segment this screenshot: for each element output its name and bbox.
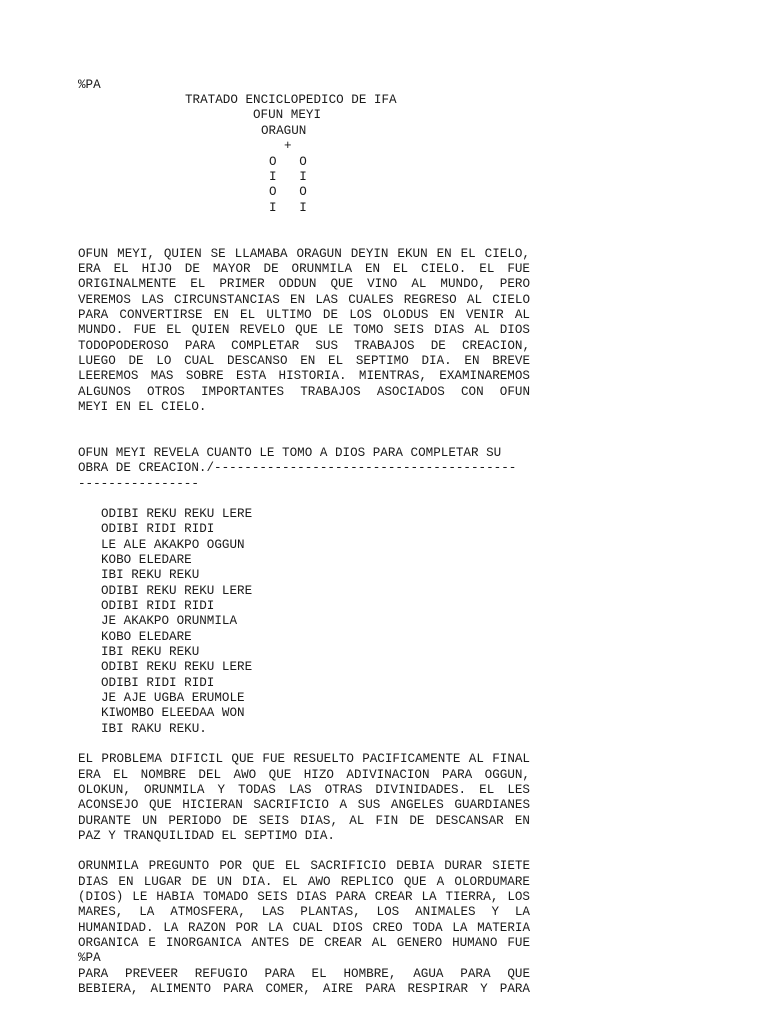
paragraph-1-line: VEREMOS LAS CIRCUNSTANCIAS EN LAS CUALES REGRESO AL CIELO (78, 293, 530, 307)
verse-line: ODIBI RIDI RIDI (101, 676, 215, 690)
verse-line: KIWOMBO ELEEDAA WON (101, 706, 245, 720)
verse-line: KOBO ELEDARE (101, 630, 192, 644)
odu-sign-cross: + (284, 139, 292, 153)
paragraph-1-line: ORIGINALMENTE EL PRIMER ODDUN QUE VINO AL MUNDO, PERO (78, 277, 530, 291)
paragraph-2-line: EL PROBLEMA DIFICIL QUE FUE RESUELTO PACIFICAMENTE AL FINAL (78, 752, 530, 766)
paragraph-1-line: MUNDO. FUE EL QUIEN REVELO QUE LE TOMO SEIS DIAS AL DIOS (78, 323, 530, 337)
verse-line: ODIBI RIDI RIDI (101, 599, 215, 613)
odu-sign-row: I I (269, 170, 307, 184)
paragraph-1-line: MEYI EN EL CIELO. (78, 400, 207, 414)
verse-line: JE AKAKPO ORUNMILA (101, 614, 238, 628)
verse-line: IBI REKU REKU (101, 568, 200, 582)
paragraph-1-line: LEEREMOS MAS SOBRE ESTA HISTORIA. MIENTRAS, EXAMINAREMOS (78, 369, 530, 383)
paragraph-1-line: TODOPODEROSO PARA COMPLETAR SUS TRABAJOS DE CREACION, (78, 339, 530, 353)
paragraph-3-line: HUMANIDAD. LA RAZON POR LA CUAL DIOS CREO TODA LA MATERIA (78, 921, 530, 935)
paragraph-2-line: ACONSEJO QUE HICIERAN SACRIFICIO A SUS ANGELES GUARDIANES (78, 798, 530, 812)
paragraph-1-line: LUEGO DE LO CUAL DESCANSO EN EL SEPTIMO DIA. EN BREVE (78, 354, 530, 368)
page-break-mark: %PA (78, 951, 101, 965)
odu-alias: ORAGUN (261, 124, 307, 138)
verse-line: ODIBI REKU REKU LERE (101, 660, 253, 674)
paragraph-3-line: ORGANICA E INORGANICA ANTES DE CREAR AL GENERO HUMANO FUE (78, 936, 530, 950)
verse-line: ODIBI RIDI RIDI (101, 522, 215, 536)
odu-sign-row: O O (269, 185, 307, 199)
odu-name: OFUN MEYI (253, 108, 322, 122)
section-heading-line: ---------------- (78, 477, 199, 491)
verse-line: LE ALE AKAKPO OGGUN (101, 538, 245, 552)
paragraph-2-line: ERA EL NOMBRE DEL AWO QUE HIZO ADIVINACION PARA OGGUN, (78, 768, 530, 782)
section-heading-line: OBRA DE CREACION./---------------------------------------- (78, 461, 517, 475)
header-mark: %PA (78, 78, 101, 92)
paragraph-1-line: PARA CONVERTIRSE EN EL ULTIMO DE LOS OLODUS EN VENIR AL (78, 308, 530, 322)
paragraph-3-line: PARA PREVEER REFUGIO PARA EL HOMBRE, AGUA PARA QUE (78, 967, 530, 981)
verse-line: ODIBI REKU REKU LERE (101, 507, 253, 521)
paragraph-3-line: BEBIERA, ALIMENTO PARA COMER, AIRE PARA RESPIRAR Y PARA (78, 982, 530, 996)
paragraph-1-line: ERA EL HIJO DE MAYOR DE ORUNMILA EN EL CIELO. EL FUE (78, 262, 530, 276)
verse-line: IBI RAKU REKU. (101, 722, 207, 736)
odu-sign-row: O O (269, 155, 307, 169)
verse-line: JE AJE UGBA ERUMOLE (101, 691, 245, 705)
paragraph-3-line: DIAS EN LUGAR DE UN DIA. EL AWO REPLICO QUE A OLORDUMARE (78, 875, 530, 889)
paragraph-2-line: OLOKUN, ORUNMILA Y TODAS LAS OTRAS DIVINIDADES. EL LES (78, 783, 530, 797)
paragraph-1-line: ALGUNOS OTROS IMPORTANTES TRABAJOS ASOCIADOS CON OFUN (78, 385, 530, 399)
paragraph-3-line: MARES, LA ATMOSFERA, LAS PLANTAS, LOS ANIMALES Y LA (78, 905, 530, 919)
verse-line: KOBO ELEDARE (101, 553, 192, 567)
paragraph-2-line: DURANTE UN PERIODO DE SEIS DIAS, AL FIN DE DESCANSAR EN (78, 814, 530, 828)
verse-line: IBI REKU REKU (101, 645, 200, 659)
odu-sign-row: I I (269, 201, 307, 215)
paragraph-3-line: ORUNMILA PREGUNTO POR QUE EL SACRIFICIO DEBIA DURAR SIETE (78, 859, 530, 873)
paragraph-1-line: OFUN MEYI, QUIEN SE LLAMABA ORAGUN DEYIN EKUN EN EL CIELO, (78, 247, 530, 261)
verse-line: ODIBI REKU REKU LERE (101, 584, 253, 598)
paragraph-2-line: PAZ Y TRANQUILIDAD EL SEPTIMO DIA. (78, 829, 335, 843)
paragraph-3-line: (DIOS) LE HABIA TOMADO SEIS DIAS PARA CREAR LA TIERRA, LOS (78, 890, 530, 904)
document-title: TRATADO ENCICLOPEDICO DE IFA (185, 93, 397, 107)
section-heading-line: OFUN MEYI REVELA CUANTO LE TOMO A DIOS PARA COMPLETAR SU (78, 446, 502, 460)
